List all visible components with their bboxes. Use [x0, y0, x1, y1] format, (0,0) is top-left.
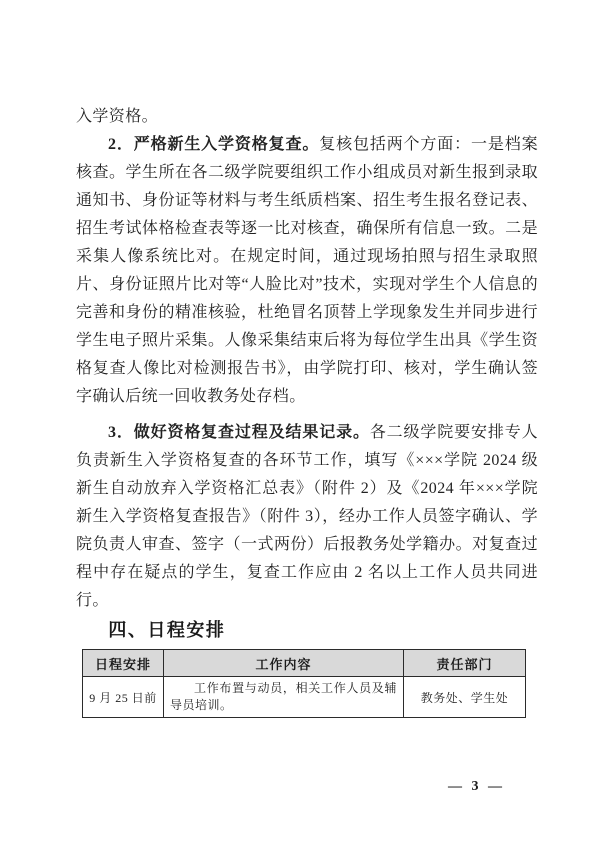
paragraph-text: 复核包括两个方面：一是档案核查。学生所在各二级学院要组织工作小组成员对新生报到录取通知书、身份证等材料与考生纸质档案、招生考生报名登记表、招生考试体格检查表等逐一比对核查，确保所有信息一致。二是采集人像系统比对。在规定时间，通过现场拍照与招生录取照片、身份证照片比对等“人脸比对”技术，实现对学生个人信息的完善和身份的精准核验，杜绝冒名顶替上学现象发生并同步进行学生电子照片采集。人像采集结束后将为每位学生出具《学生资格复查人像比对检测报告书》，由学院打印、核对，学生确认签字确认后统一回收教务处存档。: [76, 136, 538, 405]
paragraph-continuation: [76, 103, 538, 131]
schedule-table: [82, 649, 526, 718]
table-header-row: [83, 650, 526, 677]
cell-content-text: 工作布置与动员，相关工作人员及辅导员培训。: [170, 681, 397, 712]
paragraph-text: 入学资格。: [76, 108, 159, 125]
cell-schedule: 9 月 25 日前: [83, 677, 164, 718]
cell-department: 教务处、学生处: [404, 677, 526, 718]
paragraph-lead: 2．严格新生入学资格复查。: [108, 136, 320, 153]
paragraph-text: 各二级学院要安排专人负责新生入学资格复查的各环节工作，填写《×××学院 2024 级新生自动放弃入学资格汇总表》（附件 2）及《2024 年×××学院新生入学资格复查报告》（附件 3），经办工作人员签字确认、学院负责人审查、签字（一式两份）后报教务处学籍办。对复查过程中存在疑点的学生，复查工作应由 2 名以上工作人员共同进行。: [76, 424, 538, 609]
section-heading: 四、日程安排: [108, 620, 226, 640]
cell-content: [164, 677, 404, 718]
paragraph-item-2: [76, 131, 538, 411]
table-header-schedule: 日程安排: [83, 650, 164, 677]
table-header-content: 工作内容: [164, 650, 404, 677]
table-header-department: 责任部门: [404, 650, 526, 677]
paragraph-item-3: [76, 419, 538, 615]
table-row: [83, 677, 526, 718]
page-number: — 3 —: [448, 779, 505, 794]
body-text: [76, 103, 538, 718]
paragraph-lead: 3．做好资格复查过程及结果记录。: [108, 424, 370, 441]
